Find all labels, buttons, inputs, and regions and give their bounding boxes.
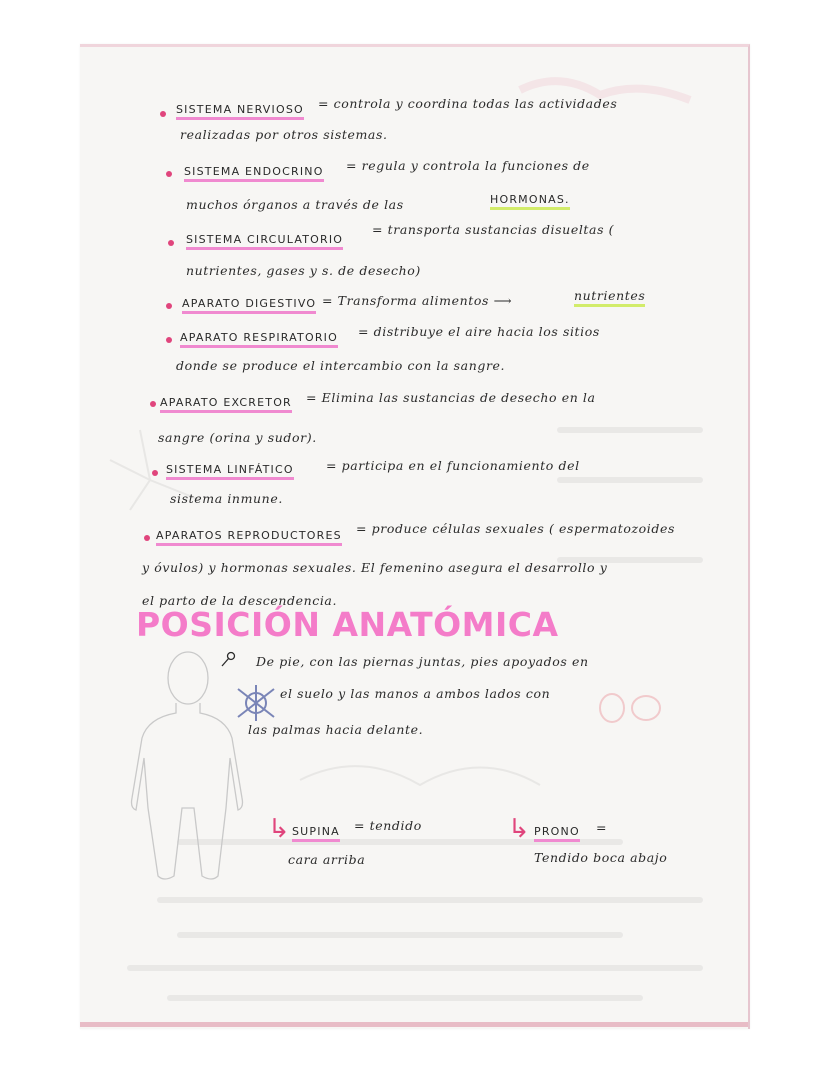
description-line: De pie, con las piernas juntas, pies apoyados en bbox=[256, 654, 589, 669]
definition-line: = produce células sexuales ( espermatozoides bbox=[356, 521, 676, 536]
definition-line: = participa en el funcionamiento del bbox=[326, 458, 580, 473]
term-sistema-nervioso: SISTEMA NERVIOSO bbox=[176, 103, 304, 120]
arrow-mark-icon: ↳ bbox=[268, 814, 290, 844]
bullet bbox=[166, 303, 172, 309]
bullet bbox=[144, 535, 150, 541]
term-supina: SUPINA bbox=[292, 825, 340, 842]
section-title: POSICIÓN ANATÓMICA bbox=[136, 605, 559, 644]
definition-line: = Transforma alimentos ⟶ bbox=[322, 293, 513, 308]
description-line: las palmas hacia delante. bbox=[248, 722, 424, 737]
definition-line: y óvulos) y hormonas sexuales. El femenino asegura el desarrollo y bbox=[142, 560, 608, 575]
description-line: el suelo y las manos a ambos lados con bbox=[280, 686, 551, 701]
bullet bbox=[168, 240, 174, 246]
definition-line: Tendido boca abajo bbox=[534, 850, 668, 865]
arrow-mark-icon: ↳ bbox=[508, 814, 530, 844]
bullet bbox=[166, 337, 172, 343]
definition-line: = bbox=[596, 820, 608, 835]
bullet bbox=[166, 171, 172, 177]
definition-line: nutrientes, gases y s. de desecho) bbox=[186, 263, 421, 278]
definition-line: el parto de la descendencia. bbox=[142, 593, 338, 608]
pointer-mark-icon bbox=[218, 650, 238, 670]
term-sistema-circulatorio: SISTEMA CIRCULATORIO bbox=[186, 233, 343, 250]
definition-line: = distribuye el aire hacia los sitios bbox=[358, 324, 600, 339]
term-sistema-endocrino: SISTEMA ENDOCRINO bbox=[184, 165, 324, 182]
term-aparato-digestivo: APARATO DIGESTIVO bbox=[182, 297, 316, 314]
definition-line: = controla y coordina todas las actividades bbox=[318, 96, 618, 111]
term-prono: PRONO bbox=[534, 825, 580, 842]
term-aparato-respiratorio: APARATO RESPIRATORIO bbox=[180, 331, 338, 348]
term-sistema-linfatico: SISTEMA LINFÁTICO bbox=[166, 463, 294, 480]
nutrientes-highlight: nutrientes bbox=[574, 288, 645, 307]
definition-line: = regula y controla la funciones de bbox=[346, 158, 590, 173]
term-aparatos-reproductores: APARATOS REPRODUCTORES bbox=[156, 529, 342, 546]
definition-line: = transporta sustancias disueltas ( bbox=[372, 222, 615, 237]
definition-line: realizadas por otros sistemas. bbox=[180, 127, 388, 142]
definition-line: sangre (orina y sudor). bbox=[158, 430, 317, 445]
definition-line: cara arriba bbox=[288, 852, 366, 867]
blue-scribble-icon bbox=[232, 683, 282, 723]
definition-line: sistema inmune. bbox=[170, 491, 283, 506]
hormonas-highlight: HORMONAS. bbox=[490, 193, 570, 210]
definition-line: = Elimina las sustancias de desecho en la bbox=[306, 390, 596, 405]
bullet bbox=[152, 470, 158, 476]
definition-line: = tendido bbox=[354, 818, 422, 833]
definition-line: muchos órganos a través de las bbox=[186, 197, 404, 212]
definition-line: donde se produce el intercambio con la sangre. bbox=[176, 358, 506, 373]
bullet bbox=[150, 401, 156, 407]
term-aparato-excretor: APARATO EXCRETOR bbox=[160, 396, 292, 413]
bullet bbox=[160, 111, 166, 117]
